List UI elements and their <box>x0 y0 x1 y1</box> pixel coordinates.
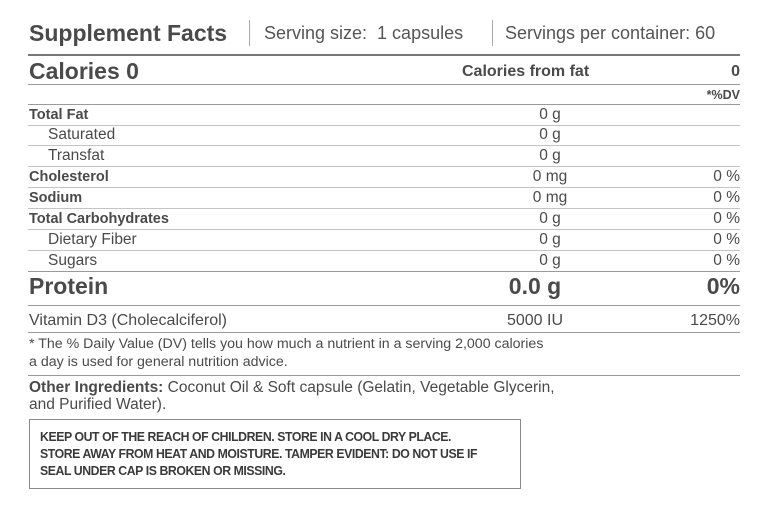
rule <box>28 84 740 85</box>
rule <box>28 166 740 167</box>
rule <box>28 104 740 105</box>
nutrient-amount: 0 g <box>539 231 561 248</box>
other-ingredients-text: Coconut Oil & Soft capsule (Gelatin, Vegetable Glycerin, <box>163 379 555 396</box>
protein-amount: 0.0 g <box>508 273 562 299</box>
protein-dv: 0% <box>706 273 740 299</box>
warning-box <box>29 419 521 489</box>
nutrient-amount: 0 g <box>539 252 561 269</box>
nutrient-dv: 0 % <box>713 189 740 206</box>
nutrient-name: Total Carbohydrates <box>29 211 169 227</box>
nutrient-name: Total Fat <box>29 107 89 123</box>
dv-footnote-line1: * The % Daily Value (DV) tells you how much a nutrient in a serving 2,000 calories <box>29 336 544 352</box>
warning-line: KEEP OUT OF THE REACH OF CHILDREN. STORE IN A COOL DRY PLACE. <box>40 429 452 444</box>
nutrient-amount: 0 g <box>539 147 561 164</box>
header-divider <box>249 20 250 46</box>
rule <box>28 229 740 230</box>
nutrient-amount: 0 g <box>539 210 561 227</box>
vitamin-dv: 1250% <box>690 312 740 329</box>
vitamin-name: Vitamin D3 (Cholecalciferol) <box>29 312 227 329</box>
other-ingredients-label: Other Ingredients: <box>29 379 164 396</box>
warning-line: STORE AWAY FROM HEAT AND MOISTURE. TAMPER EVIDENT: DO NOT USE IF <box>40 446 478 461</box>
panel-title: Supplement Facts <box>29 20 228 46</box>
nutrient-amount: 0 g <box>539 106 561 123</box>
header-divider <box>492 20 493 46</box>
rule <box>28 187 740 188</box>
nutrient-dv: 0 % <box>713 210 740 227</box>
nutrient-name: Saturated <box>48 126 116 143</box>
nutrient-amount: 0 mg <box>532 189 568 206</box>
warning-line: SEAL UNDER CAP IS BROKEN OR MISSING. <box>40 463 286 478</box>
rule <box>28 305 740 306</box>
other-ingredients-line2: and Purified Water). <box>29 396 167 413</box>
dv-footnote-line2: a day is used for general nutrition advice. <box>29 354 288 370</box>
warning-text <box>40 428 524 479</box>
other-ingredients <box>29 379 555 397</box>
serving-size: Serving size: 1 capsules <box>264 23 464 43</box>
rule <box>28 208 740 209</box>
rule <box>28 332 740 333</box>
nutrient-name: Sugars <box>48 252 98 269</box>
nutrient-name: Sodium <box>29 190 83 206</box>
calories-from-fat-value: 0 <box>731 63 740 80</box>
nutrient-amount: 0 mg <box>532 168 568 185</box>
dv-header: *%DV <box>706 88 740 102</box>
rule-thick <box>28 54 740 56</box>
rule <box>28 271 740 272</box>
rule <box>28 375 740 376</box>
rule <box>28 250 740 251</box>
calories-from-fat-label: Calories from fat <box>462 63 590 80</box>
rule <box>28 145 740 146</box>
rule <box>28 125 740 126</box>
nutrient-dv: 0 % <box>713 231 740 248</box>
vitamin-amount: 5000 IU <box>506 312 564 329</box>
nutrient-name: Transfat <box>48 147 105 164</box>
servings-per-container: Servings per container: 60 <box>505 23 716 43</box>
calories-label: Calories 0 <box>29 58 139 84</box>
nutrient-dv: 0 % <box>713 252 740 269</box>
nutrient-name: Cholesterol <box>29 169 109 185</box>
nutrient-amount: 0 g <box>539 126 561 143</box>
nutrient-dv: 0 % <box>713 168 740 185</box>
protein-name: Protein <box>29 273 109 299</box>
nutrient-name: Dietary Fiber <box>48 231 137 248</box>
